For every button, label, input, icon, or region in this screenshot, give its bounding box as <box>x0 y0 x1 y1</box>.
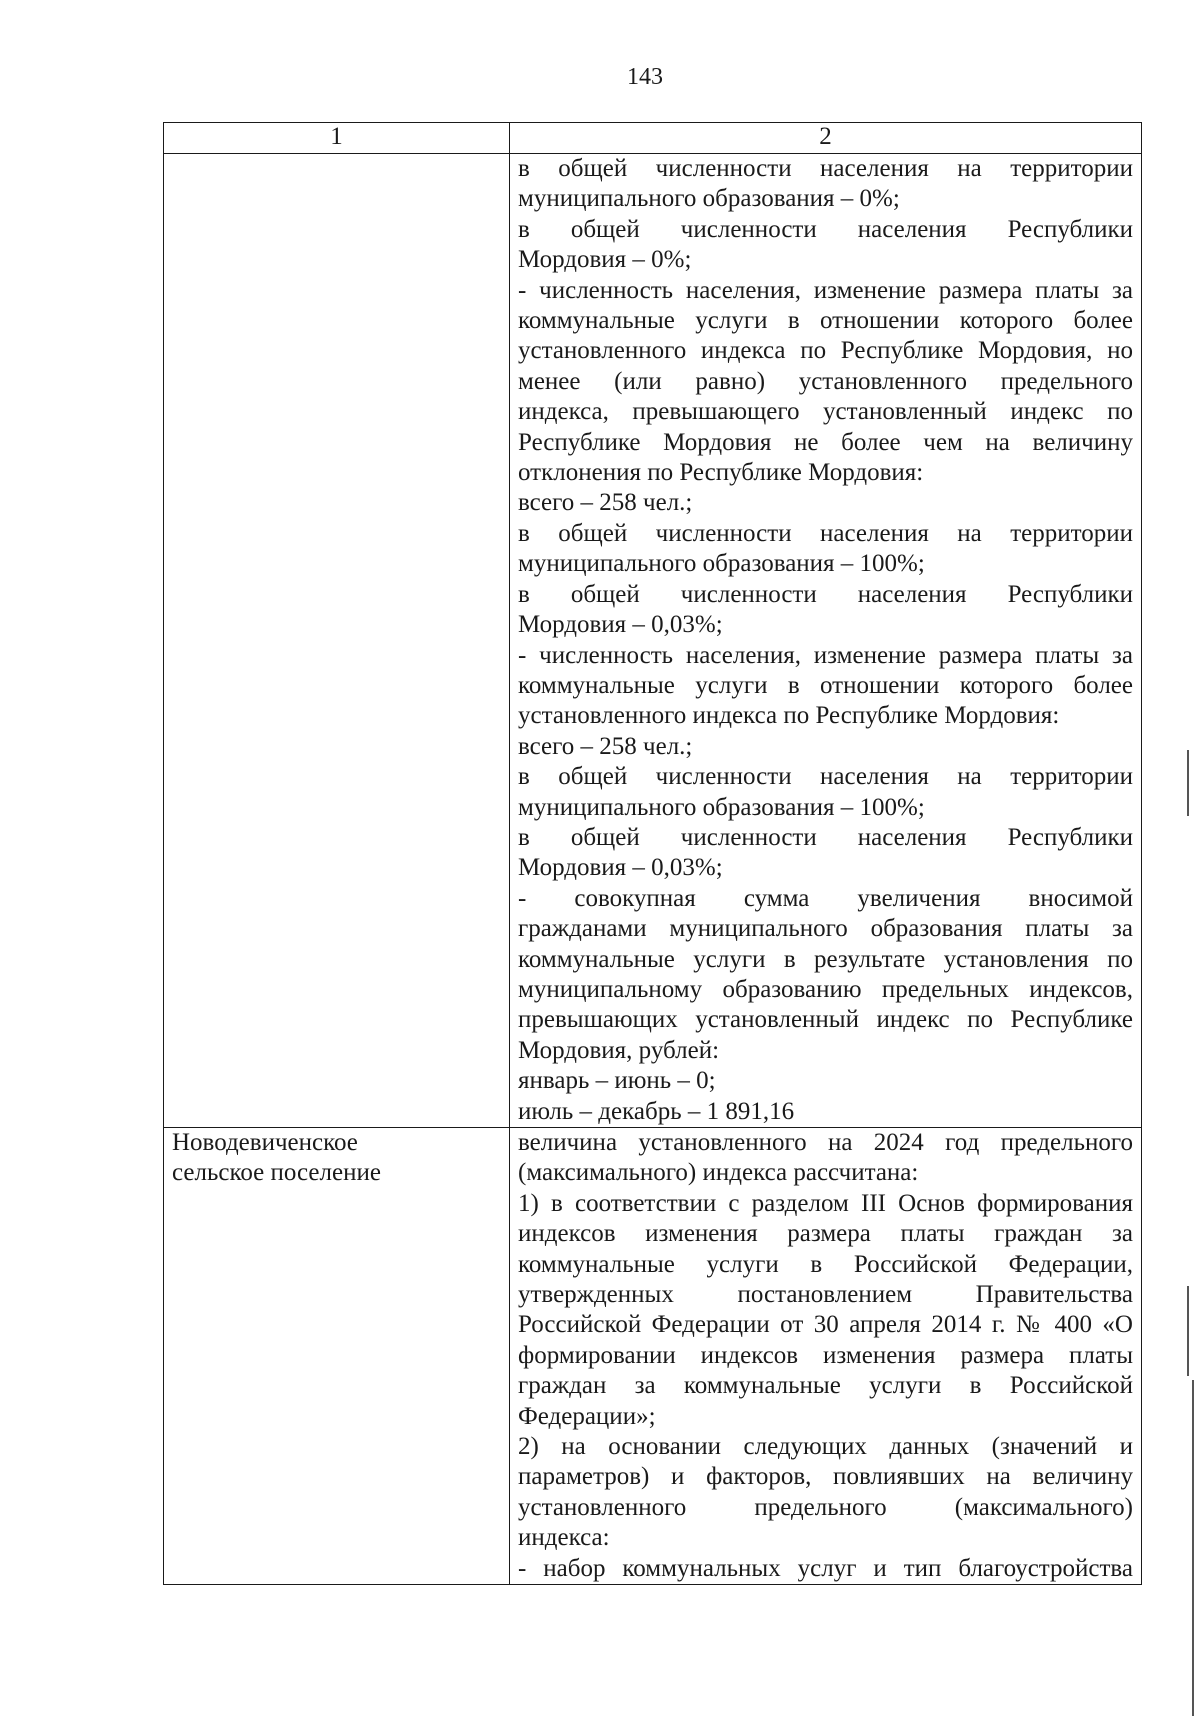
table-row <box>164 154 1142 1128</box>
scan-edge-mark <box>1192 1380 1194 1716</box>
cell-text-line: - численность населения, изменение размера платы за <box>518 641 1133 669</box>
cell-text-line: коммунальные услуги в отношении которого более <box>518 307 1133 335</box>
cell-text-line: в общей численности населения Республики <box>518 823 1133 851</box>
cell-text-line: индекса, превышающего установленный индекс по <box>518 398 1133 426</box>
cell-text-line: Республике Мордовия не более чем на величину <box>518 428 1133 456</box>
cell-text-line: июль – декабрь – 1 891,16 <box>518 1097 795 1125</box>
cell-text-line: индексов изменения размера платы граждан за <box>518 1220 1133 1248</box>
cell-text-line: превышающих установленный индекс по Республике <box>518 1006 1133 1034</box>
cell-text-line: январь – июнь – 0; <box>518 1067 716 1095</box>
cell-text-line: установленного предельного (максимального) <box>518 1493 1133 1521</box>
cell-text-line: параметров) и факторов, повлиявших на величину <box>518 1463 1133 1491</box>
row1-col1-cell <box>164 154 510 1128</box>
cell-text-line: коммунальные услуги в отношении которого более <box>518 671 1133 699</box>
cell-text-line: всего – 258 чел.; <box>518 732 693 760</box>
cell-text-line: муниципального образования – 100%; <box>518 550 925 578</box>
cell-text-line: Мордовия, рублей: <box>518 1036 720 1064</box>
page-number: 143 <box>627 64 663 90</box>
cell-text-line: установленного индекса по Республике Мордовия, но <box>518 337 1133 365</box>
scan-edge-mark <box>1187 750 1189 816</box>
cell-text-line: 1) в соответствии с разделом III Основ формирования <box>518 1189 1133 1217</box>
cell-text-line: муниципального образования – 0%; <box>518 185 900 213</box>
row2-col1-cell <box>164 1128 510 1585</box>
cell-text-line: формировании индексов изменения размера платы <box>518 1341 1133 1369</box>
row2-col2-cell <box>510 1128 1142 1585</box>
cell-text-line: всего – 258 чел.; <box>518 489 693 517</box>
cell-text-line: Российской Федерации от 30 апреля 2014 г. № 400 «О <box>518 1311 1133 1339</box>
cell-text-line: гражданами муниципального образования платы за <box>518 915 1133 943</box>
column-header-1: 1 <box>164 123 510 154</box>
cell-text-line: граждан за коммунальные услуги в Российской <box>518 1372 1133 1400</box>
cell-text-line: отклонения по Республике Мордовия: <box>518 459 924 487</box>
table-row <box>164 1128 1142 1585</box>
scan-edge-mark <box>1187 1286 1189 1376</box>
cell-text-line: Мордовия – 0,03%; <box>518 854 723 882</box>
cell-text-line: (максимального) индекса рассчитана: <box>518 1159 919 1187</box>
cell-text-line: в общей численности населения на территории <box>518 519 1133 547</box>
cell-text-line: в общей численности населения на территории <box>518 763 1133 791</box>
cell-text-line: муниципальному образованию предельных индексов, <box>518 975 1133 1003</box>
cell-text-line: утвержденных постановлением Правительства <box>518 1281 1133 1309</box>
cell-text-line: индекса: <box>518 1524 610 1552</box>
cell-text-line: - совокупная сумма увеличения вносимой <box>518 884 1133 912</box>
cell-text-line: в общей численности населения на территории <box>518 155 1133 182</box>
cell-text-line: сельское поселение <box>172 1159 381 1187</box>
cell-text-line: Новодевиченское <box>172 1129 358 1156</box>
cell-text-line: установленного индекса по Республике Мордовия: <box>518 702 1060 730</box>
column-header-2: 2 <box>510 123 1142 154</box>
cell-text-line: в общей численности населения Республики <box>518 215 1133 243</box>
cell-text-line: величина установленного на 2024 год предельного <box>518 1129 1133 1156</box>
data-table <box>163 122 1142 1585</box>
cell-text-line: в общей численности населения Республики <box>518 580 1133 608</box>
cell-text-line: муниципального образования – 100%; <box>518 793 925 821</box>
cell-text-line: 2) на основании следующих данных (значений и <box>518 1433 1133 1461</box>
cell-text-line: Федерации»; <box>518 1402 656 1430</box>
cell-text-line: Мордовия – 0,03%; <box>518 611 723 639</box>
cell-text-line: коммунальные услуги в Российской Федерации, <box>518 1250 1133 1278</box>
cell-text-line: - численность населения, изменение размера платы за <box>518 276 1133 304</box>
cell-text-line: коммунальные услуги в результате установления по <box>518 945 1133 973</box>
header-row <box>164 123 1142 154</box>
cell-text-line: менее (или равно) установленного предельного <box>518 367 1133 395</box>
cell-text-line: Мордовия – 0%; <box>518 246 692 274</box>
cell-text-line: - набор коммунальных услуг и тип благоустройства <box>518 1554 1133 1582</box>
row1-col2-cell <box>510 154 1142 1128</box>
